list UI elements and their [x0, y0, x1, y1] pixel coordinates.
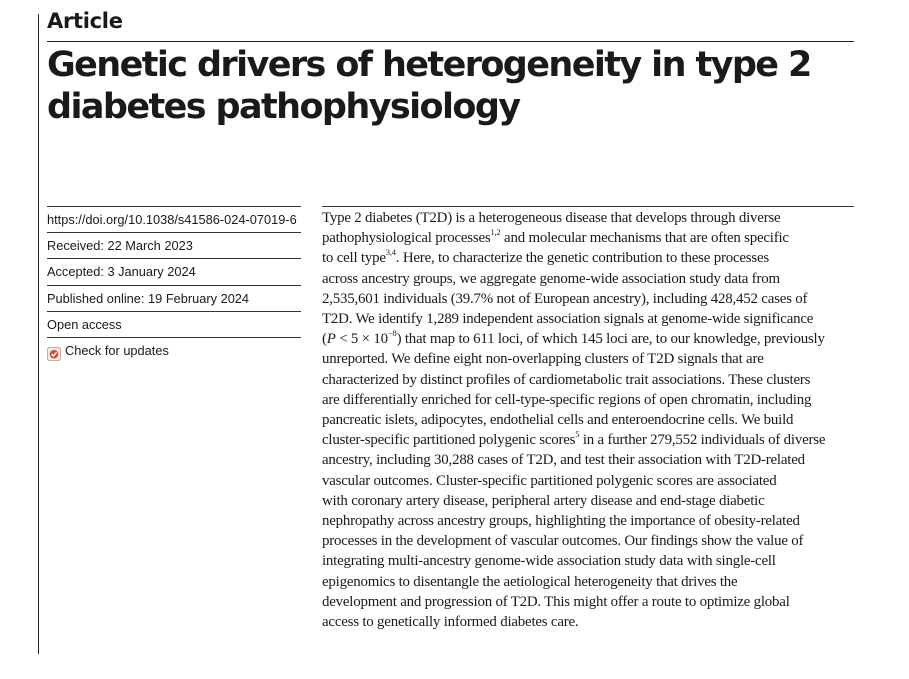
- abstract-line: unreported. We define eight non-overlapping clusters of T2D signals that are: [322, 351, 764, 368]
- published-date: Published online: 19 February 2024: [47, 285, 301, 311]
- abstract-line: T2D. We identify 1,289 independent association signals at genome-wide significance: [322, 311, 814, 328]
- abstract-line: access to genetically informed diabetes care.: [322, 614, 579, 631]
- check-for-updates-icon: [47, 344, 61, 358]
- abstract-line: $(P < 5 \times 10^{-8})$ that map to 611 loci, of which 145 loci are, to our knowledge, previously: [322, 328, 825, 348]
- abstract-line: integrating multi-ancestry genome-wide association study data with single-cell: [322, 553, 776, 570]
- title-line-2: diabetes pathophysiology: [47, 87, 520, 127]
- abstract-divider: [322, 206, 854, 207]
- check-for-updates-link[interactable]: [47, 337, 301, 363]
- abstract-line: characterized by distinct profiles of cardiometabolic trait associations. These clusters: [322, 371, 811, 388]
- abstract-line: epigenomics to disentangle the aetiological heterogeneity that drives the: [322, 573, 738, 590]
- doi-link[interactable]: https://doi.org/10.1038/s41586-024-07019-6: [47, 206, 301, 232]
- citation-ref[interactable]: 1,2: [490, 227, 501, 238]
- abstract-line: pancreatic islets, adipocytes, endothelial cells and enteroendocrine cells. We build: [322, 412, 794, 429]
- abstract-line: nephropathy across ancestry groups, highlighting the importance of obesity-related: [322, 513, 800, 530]
- abstract-line: are differentially enriched for cell-type-specific regions of open chromatin, including: [322, 391, 812, 408]
- article-metadata: [47, 206, 301, 363]
- abstract-line: 2,535,601 individuals (39.7% not of European ancestry), including 428,452 cases of: [322, 290, 808, 307]
- header-divider: [47, 41, 854, 42]
- left-margin-rule: [38, 14, 39, 654]
- abstract-line: development and progression of T2D. This might offer a route to optimize global: [322, 593, 790, 610]
- abstract-line: to cell type$^{3,4}$. Here, to characterize the genetic contribution to these processes: [322, 247, 769, 267]
- abstract-line: with coronary artery disease, peripheral artery disease and end-stage diabetic: [322, 492, 765, 509]
- abstract-line: ancestry, including 30,288 cases of T2D, and test their association with T2D-related: [322, 452, 805, 469]
- title-line-1: Genetic drivers of heterogeneity in type 2: [47, 45, 811, 85]
- abstract-line: across ancestry groups, we aggregate genome-wide association study data from: [322, 270, 780, 287]
- citation-ref[interactable]: 3,4: [385, 247, 396, 258]
- abstract-line: Type 2 diabetes (T2D) is a heterogeneous disease that develops through diverse: [322, 210, 781, 226]
- open-access-label: Open access: [47, 311, 301, 337]
- accepted-date: Accepted: 3 January 2024: [47, 258, 301, 284]
- article-title: [47, 44, 857, 128]
- article-type-label: Article: [47, 9, 123, 33]
- abstract-line: vascular outcomes. Cluster-specific partitioned polygenic scores are associated: [322, 472, 777, 489]
- abstract-line: pathophysiological processes$^{1,2}$ and molecular mechanisms that are often specific: [322, 227, 789, 247]
- check-for-updates-label: Check for updates: [65, 342, 169, 358]
- received-date: Received: 22 March 2023: [47, 232, 301, 258]
- abstract-line: cluster-specific partitioned polygenic scores$^5$ in a further 279,552 individuals of diverse: [322, 429, 826, 449]
- abstract: [322, 208, 862, 632]
- abstract-line: processes in the development of vascular outcomes. Our findings show the value of: [322, 533, 804, 550]
- citation-ref[interactable]: 5: [575, 429, 580, 440]
